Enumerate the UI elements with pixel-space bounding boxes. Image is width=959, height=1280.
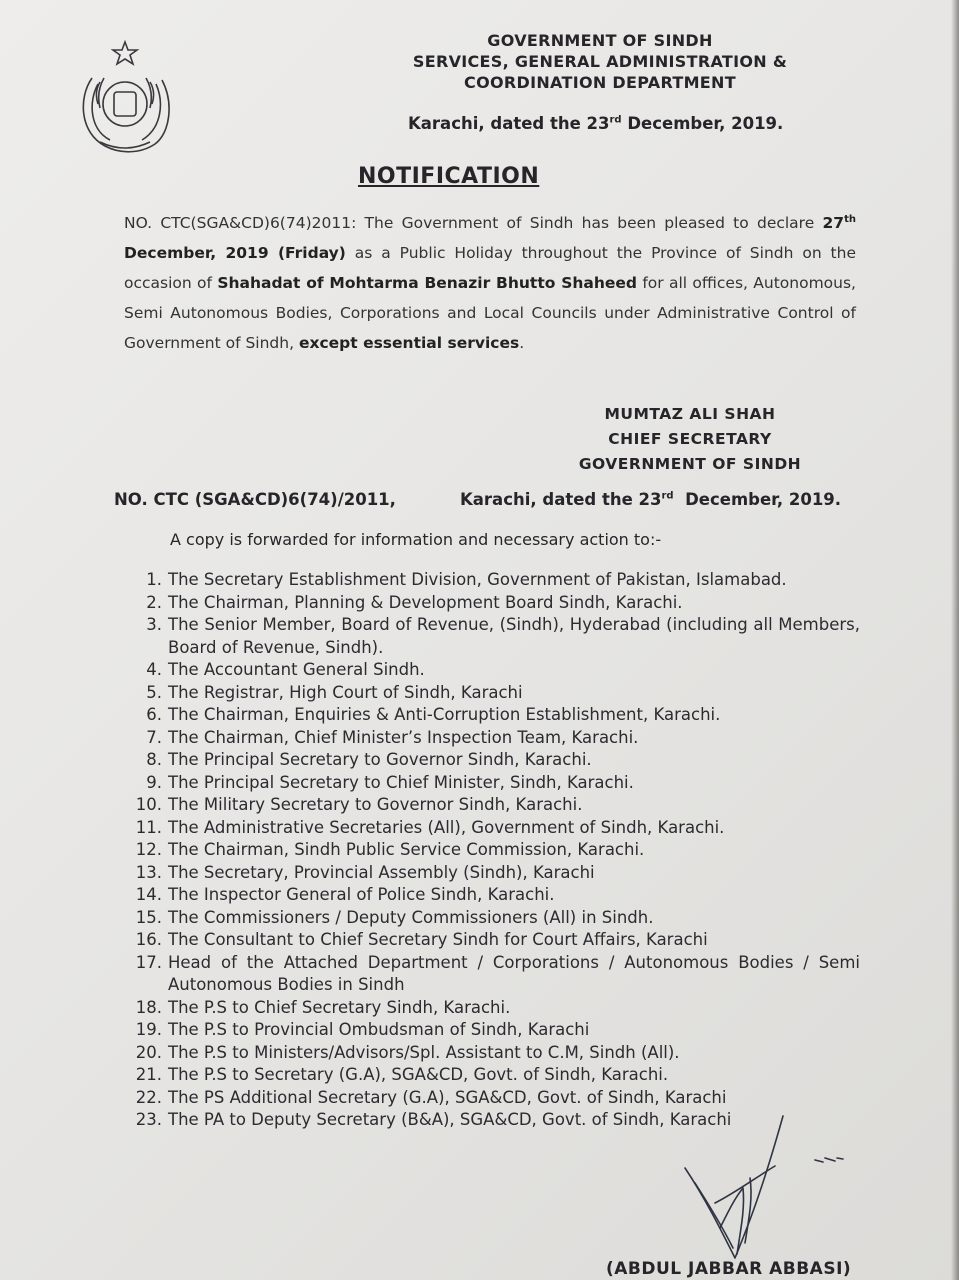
signatory-office: GOVERNMENT OF SINDH [578,455,802,473]
list-item [110,1064,860,1087]
list-item-text: The PS Additional Secretary (G.A), SGA&CD, Govt. of Sindh, Karachi [168,1087,727,1107]
list-item-text: The Secretary, Provincial Assembly (Sindh), Karachi [168,862,595,882]
list-item-text: The Commissioners / Deputy Commissioners (All) in Sindh. [168,907,654,927]
forward-date-prefix: Karachi, dated the 23 [460,490,662,509]
list-item-number: 13. [135,862,162,882]
list-item-text: The P.S to Chief Secretary Sindh, Karachi. [168,997,511,1017]
list-item-number: 8. [146,750,162,769]
header-department: SERVICES, GENERAL ADMINISTRATION & [412,52,788,71]
list-item-number: 23. [135,1110,162,1129]
list-item-number: 2. [146,592,162,612]
list-item [110,997,860,1020]
list-item-number: 1. [146,570,162,589]
list-item [110,817,860,840]
notification-text-2: as a Public Holiday throughout the Province of Sindh on the occasion of [124,244,856,293]
signatory-name: MUMTAZ ALI SHAH [604,405,776,423]
list-item-text: The Secretary Establishment Division, Government of Pakistan, Islamabad. [168,570,787,589]
list-item-text: The Military Secretary to Governor Sindh, Karachi. [168,795,583,814]
list-item-number: 17. [135,952,162,972]
list-item-text: The Accountant General Sindh. [168,660,425,679]
list-item-text: The Registrar, High Court of Sindh, Karachi [168,682,523,702]
list-item-text: The PA to Deputy Secretary (B&A), SGA&CD, Govt. of Sindh, Karachi [168,1110,732,1129]
signatory-designation: CHIEF SECRETARY [608,430,772,448]
list-item [110,1042,860,1065]
signatory-block [560,402,820,477]
header-date [408,114,783,133]
list-item [110,884,860,907]
notification-body [124,205,856,358]
notification-text-3: for all offices, Autonomous, Semi Autonomous Bodies, Corporations and Local Councils under Administrative Control of Government of Sindh, [124,274,856,353]
list-item [110,794,860,817]
recipient-list [110,569,860,1132]
list-item-text: The P.S to Secretary (G.A), SGA&CD, Govt. of Sindh, Karachi. [168,1065,669,1084]
list-item-text: The Chairman, Sindh Public Service Commission, Karachi. [168,840,645,859]
holiday-day-sup: th [844,214,856,225]
list-item-number: 16. [135,930,162,949]
list-item-text: The Chairman, Enquiries & Anti-Corruption Establishment, Karachi. [168,705,721,724]
list-item-text: The Chairman, Chief Minister’s Inspection Team, Karachi. [168,727,639,747]
footer-signatory: (ABDUL JABBAR ABBASI) [606,1259,852,1279]
list-item-number: 21. [135,1065,162,1084]
list-item-text: The Principal Secretary to Chief Minister, Sindh, Karachi. [168,772,634,792]
list-item-number: 19. [135,1020,162,1039]
list-item-text: The P.S to Ministers/Advisors/Spl. Assistant to C.M, Sindh (All). [168,1042,680,1062]
header-date-sup: rd [609,114,622,126]
list-item-number: 20. [135,1042,162,1062]
list-item-number: 14. [135,885,162,904]
list-item [110,929,860,952]
list-item-number: 5. [146,682,162,702]
list-item-number: 9. [146,772,162,792]
list-item [110,682,860,705]
list-item [110,659,860,682]
list-item [110,839,860,862]
list-item [110,727,860,750]
list-item [110,592,860,615]
header-date-suffix: December, 2019. [621,114,784,133]
list-item [110,704,860,727]
list-item-number: 11. [135,817,162,837]
department-header [380,30,820,93]
list-item-text: Head of the Attached Department / Corporations / Autonomous Bodies / Semi Autonomous Bodies in Sindh [168,952,860,994]
notification-text-1: The Government of Sindh has been pleased to declare [356,214,823,233]
list-item-text: The Principal Secretary to Governor Sindh, Karachi. [168,750,592,769]
list-item-text: The Chairman, Planning & Development Board Sindh, Karachi. [168,592,683,612]
forward-date [460,490,841,509]
list-item [110,1019,860,1042]
holiday-day: 27 [822,214,845,233]
list-item-number: 10. [135,795,162,814]
header-government: GOVERNMENT OF SINDH [487,31,713,50]
list-item [110,907,860,930]
notification-ref: NO. CTC(SGA&CD)6(74)2011: [124,214,357,233]
list-item-text: The Consultant to Chief Secretary Sindh for Court Affairs, Karachi [168,930,708,949]
list-item-number: 22. [135,1087,162,1107]
page-title: NOTIFICATION [358,164,540,189]
list-item-number: 7. [146,727,162,747]
holiday-exception: except essential services [298,334,520,353]
list-item-number: 15. [135,907,162,927]
holiday-occasion: Shahadat of Mohtarma Benazir Bhutto Shaheed [217,274,638,293]
header-department-cont: COORDINATION DEPARTMENT [464,73,736,92]
forward-ref: NO. CTC (SGA&CD)6(74)/2011, [114,490,396,509]
list-item [110,862,860,885]
forward-date-suffix: December, 2019. [673,490,842,509]
holiday-date-rest: December, 2019 (Friday) [124,244,346,263]
forward-date-sup: rd [661,490,674,502]
list-item-text: The Inspector General of Police Sindh, Karachi. [168,885,555,904]
list-item [110,772,860,795]
list-item-number: 3. [146,615,162,634]
handwritten-signature [675,1108,855,1268]
list-item-number: 18. [135,997,162,1017]
header-date-prefix: Karachi, dated the 23 [408,114,610,133]
notification-end: . [519,334,525,353]
list-item [110,569,860,592]
list-item-number: 6. [146,705,162,724]
list-item-text: The Senior Member, Board of Revenue, (Sindh), Hyderabad (including all Members, Board of Revenue, Sindh). [168,615,860,657]
list-item-number: 4. [146,660,162,679]
forward-intro: A copy is forwarded for information and necessary action to:- [170,530,662,549]
list-item [110,614,860,659]
list-item [110,952,860,997]
government-seal-icon [70,38,180,158]
list-item-text: The Administrative Secretaries (All), Government of Sindh, Karachi. [168,817,725,837]
list-item-text: The P.S to Provincial Ombudsman of Sindh, Karachi [168,1020,590,1039]
list-item-number: 12. [135,840,162,859]
list-item [110,1087,860,1110]
page-edge-shadow [951,0,959,1280]
list-item [110,749,860,772]
